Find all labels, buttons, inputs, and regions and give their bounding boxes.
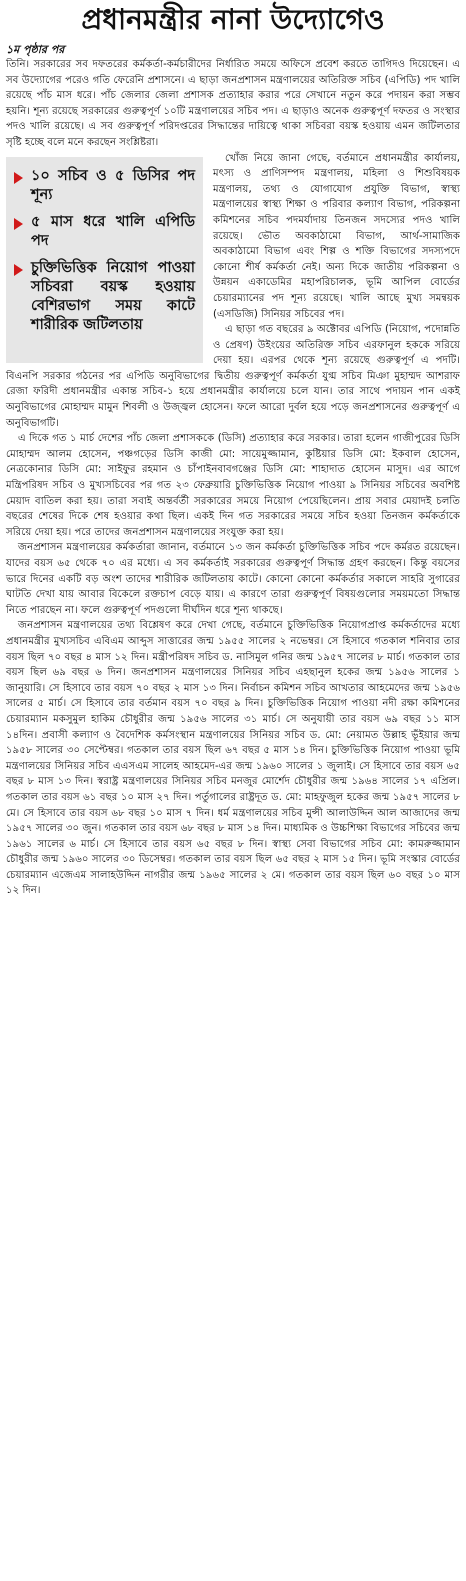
pull-quote-item xyxy=(14,167,195,205)
arrow-icon xyxy=(14,264,23,276)
arrow-icon xyxy=(14,218,23,230)
pull-quote-text: ১০ সচিব ও ৫ ডিসির পদ শূন্য xyxy=(31,167,195,203)
pull-quote-text: ৫ মাস ধরে খালি এপিডি পদ xyxy=(31,213,195,249)
headline: প্রধানমন্ত্রীর নানা উদ্যোগেও xyxy=(81,3,385,36)
arrow-icon xyxy=(14,172,23,184)
paragraph-2: খোঁজ নিয়ে জানা গেছে, বর্তমানে প্রধানমন্ত্রীর কার্যালয়, মৎস্য ও প্রাণিসম্পদ মন্ত্রণালয়, মহিলা ও শিশুবিষয়ক মন্ত্রণালয়, তথ্য ও যোগাযোগ প্রযুক্তি বিভাগ, স্বাস্থ্য মন্ত্রণালয়ের স্বাস্থ্য শিক্ষা ও পরিবার কল্যাণ বিভাগ, পরিকল্পনা কমিশনের সচিব পদমর্যাদায় তিনজন সদস্যের পদও খালি রয়েছে। ভৌত অবকাঠামো বিভাগ, আর্থ-সামাজিক অবকাঠামো বিভাগ এবং শিল্প ও শক্তি বিভাগের সদস্যপদে কোনো শীর্ষ কর্মকর্তা নেই। অন্য দিকে জাতীয় পরিকল্পনা ও উন্নয়ন একাডেমির মহাপরিচালক, ভূমি আপিল বোর্ডের চেয়ারম্যানের পদ শূন্য রয়েছে। খালি আছে মুখ্য সমন্বয়ক (এসডিজি) সিনিয়র সচিবের পদ। xyxy=(213,152,460,320)
pull-quote-item xyxy=(14,259,195,335)
paragraph-3: এ ছাড়া গত বছরের ৯ অক্টোবর এপিডি (নিয়োগ, পদোন্নতি ও প্রেষণ) উইংয়ের অতিরিক্ত সচিব এরফানুল হককে সরিয়ে দেয়া হয়। এরপর থেকে শূন্য রয়েছে গুরুত্বপূর্ণ এ পদটি। বিএনপি সরকার গঠনের পর এপিডি অনুবিভাগের দ্বিতীয় গুরুত্বপূর্ণ কর্মকর্তা যুগ্ম সচিব মিঞা মুহাম্মদ আশরাফ রেজা ফরিদী প্রধানমন্ত্রীর একান্ত সচিব-১ হয়ে প্রধানমন্ত্রীর কার্যালয়ে চলে যান। তার সাথে পদায়ন পান একই অনুবিভাগের মোহাম্মদ মামুন শিবলী ও উজ্জ্বল হোসেন। ফলে আরো দুর্বল হয়ে পড়ে জনপ্রশাসনের গুরুত্বপূর্ণ এ অনুবিভাগটি। xyxy=(6,324,460,429)
jump-line: ১ম পৃষ্ঠার পর xyxy=(6,43,65,56)
paragraph-5: জনপ্রশাসন মন্ত্রণালয়ের কর্মকর্তারা জানান, বর্তমানে ১৩ জন কর্মকর্তা চুক্তিভিত্তিক সচিব পদে কর্মরত রয়েছেন। যাদের বয়স ৬৫ থেকে ৭০ এর মধ্যে। এ সব কর্মকর্তাই সরকারের গুরুত্বপূর্ণ সিদ্ধান্ত গ্রহণ করছেন। কিন্তু বয়সের ভারে দিনের একটি বড় অংশ তাদের শারীরিক জটিলতায় কাটে। কোনো কোনো কর্মকর্তার সকালে সাহরি সুগারের ঘাটতি দেখা যায় আবার বিকেলে রক্তচাপ বেড়ে যায়। এ কারণে তারা গুরুত্বপূর্ণ বিষয়গুলোর সময়মতো সিদ্ধান্ত নিতে পারছেন না। ফলে গুরুত্বপূর্ণ পদগুলো দীর্ঘদিন ধরে শূন্য থাকছে। xyxy=(6,542,460,616)
paragraph-1: তিনি। সরকারের সব দফতরের কর্মকর্তা-কর্মচারীদের নির্ধারিত সময়ে অফিসে প্রবেশ করতে তাগিদও দিয়েছেন। এ সব উদ্যোগের পরেও গতি ফেরেনি প্রশাসনে। এ ছাড়া জনপ্রশাসন মন্ত্রণালয়ের অতিরিক্ত সচিব (এপিডি) পদ খালি রয়েছে পাঁচ মাস ধরে। পাঁচ জেলার জেলা প্রশাসক প্রত্যাহার করার পরে সেখানে নতুন করে পদায়ন করা সম্ভব হয়নি। শূন্য রয়েছে সরকারের গুরুত্বপূর্ণ ১০টি মন্ত্রণালয়ের সচিব পদ। এ ছাড়াও অনেক গুরুত্বপূর্ণ দফতর ও সংস্থার পদও খালি রয়েছে। এ সব গুরুত্বপূর্ণ পরিদপ্তরের সিদ্ধান্তের দায়িত্বে থাকা সচিবরা বয়স্ক হওয়ায় এমন জটিলতার সৃষ্টি হচ্ছে বলে মনে করছেন সংশ্লিষ্টরা। xyxy=(6,59,460,148)
paragraph-6: জনপ্রশাসন মন্ত্রণালয়ের তথ্য বিশ্লেষণ করে দেখা গেছে, বর্তমানে চুক্তিভিত্তিক নিয়োগপ্রাপ্ত কর্মকর্তাদের মধ্যে প্রধানমন্ত্রীর মুখ্যসচিব এবিএম আব্দুস সাত্তারের জন্ম ১৯৫৫ সালের ২ নভেম্বর। সে হিসাবে গতকাল শনিবার তার বয়স ছিল ৭০ বছর ৪ মাস ১২ দিন। মন্ত্রীপরিষদ সচিব ড. নাসিমুল গনির জন্ম ১৯৫৭ সালের ৮ মার্চ। গতকাল তার বয়স ছিল ৬৯ বছর ৬ দিন। জনপ্রশাসন মন্ত্রণালয়ের সিনিয়র সচিব এহছানুল হকের জন্ম ১৯৫৬ সালের ১ জানুয়ারি। সে হিসাবে তার বয়স ৭০ বছর ২ মাস ১৩ দিন। নির্বাচন কমিশন সচিব আখতার আহমেদের জন্ম ১৯৫৬ সালের ৫ মার্চ। সে হিসাবে তার বর্তমান বয়স ৭০ বছর ৯ দিন। চুক্তিভিত্তিক নিয়োগ পাওয়া নদী রক্ষা কমিশনের চেয়ারম্যান মকসুমুল হাকিম চৌধুরীর জন্ম ১৯৫৬ সালের ৩১ মার্চ। সে অনুযায়ী তার বয়স ৬৯ বছর ১১ মাস ১৪দিন। প্রবাসী কল্যাণ ও বৈদেশিক কর্মসংস্থান মন্ত্রণালয়ের সিনিয়র সচিব ড. মো: নেয়ামত উল্লাহ ভূঁইয়ার জন্ম ১৯৫৮ সালের ৩০ সেপ্টেম্বর। গতকাল তার বয়স ছিল ৬৭ বছর ৫ মাস ১৪ দিন। চুক্তিভিত্তিক নিয়োগ পাওয়া ভূমি মন্ত্রণালয়ের সিনিয়র সচিব এএসএম সালেহ আহমেদ-এর জন্ম ১৯৬০ সালের ১ জুলাই। সে হিসাবে তার বয়স ৬৫ বছর ৮ মাস ১৩ দিন। স্বরাষ্ট্র মন্ত্রণালয়ের সিনিয়র সচিব মনজুর মোর্শেদ চৌধুরীর জন্ম ১৯৬৪ সালের ১৭ এপ্রিল। গতকাল তার বয়স ৬১ বছর ১০ মাস ২৭ দিন। পর্তুগালের রাষ্ট্রদূত ড. মো: মাহফুজুল হকের জন্ম ১৯৫৭ সালের ৮ মে। সে হিসাবে তার বয়স ৬৮ বছর ১০ মাস ৭ দিন। ধর্ম মন্ত্রণালয়ের সচিব মুন্সী আলাউদ্দিন আল আজাদের জন্ম ১৯৫৭ সালের ৩০ জুন। গতকাল তার বয়স ৬৮ বছর ৮ মাস ১৪ দিন। মাধ্যমিক ও উচ্চশিক্ষা বিভাগের সচিবের জন্ম ১৯৬১ সালের ৬ মার্চ। সে হিসাবে তার বয়স ৬৫ বছর ৮ দিন। স্বাস্থ্য সেবা বিভাগের সচিব মো: কামরুজ্জামান চৌধুরীর জন্ম ১৯৬০ সালের ৩০ ডিসেম্বর। গতকাল তার বয়স ছিল ৬৫ বছর ২ মাস ১৫ দিন। ভূমি সংস্কার বোর্ডের চেয়ারম্যান এজেএম সালাহউদ্দিন নাগরীর জন্ম ১৯৬৫ সালের ২ মে। গতকাল তার বয়স ছিল ৬০ বছর ১০ মাস ১২ দিন। xyxy=(6,620,460,897)
paragraph-4: এ দিকে গত ১ মার্চ দেশের পাঁচ জেলা প্রশাসককে (ডিসি) প্রত্যাহার করে সরকার। তারা হলেন গাজীপুরের ডিসি মোহাম্মদ আলম হোসেন, পঞ্চগড়ের ডিসি কাজী মো: সায়েমুজ্জামান, কুষ্টিয়ার ডিসি মো: ইকবাল হোসেন, নেত্রকোনার ডিসি মো: সাইফুর রহমান ও চাঁপাইনবাবগঞ্জের ডিসি মো: শাহাদাত হোসেন মাসুদ। এর আগে মন্ত্রিপরিষদ সচিব ও মুখ্যসচিবের পর গত ২৩ ফেব্রুয়ারি চুক্তিভিত্তিক নিয়োগ পাওয়া ৯ সিনিয়র সচিবের অবশিষ্ট মেয়াদ বাতিল করা হয়। তারা সবাই অন্তর্বর্তী সরকারের সময়ে নিয়োগ পেয়েছিলেন। প্রায় সবার মেয়াদই চলতি বছরের শেষের দিকে শেষ হওয়ার কথা ছিল। একই দিন গত সরকারের সময়ে সচিব হওয়া তিনজন কর্মকর্তাকে সরিয়ে দেয়া হয়। পরে তাদের জনপ্রশাসন মন্ত্রণালয়ের সংযুক্ত করা হয়। xyxy=(6,433,460,538)
pull-quote-text: চুক্তিভিত্তিক নিয়োগ পাওয়া সচিবরা বয়স্ক হওয়ায় বেশিরভাগ সময় কাটে শারীরিক জটিলতায় xyxy=(31,259,195,333)
pull-quote-box xyxy=(6,157,203,363)
pull-quote-item xyxy=(14,213,195,251)
article-body xyxy=(6,57,460,899)
